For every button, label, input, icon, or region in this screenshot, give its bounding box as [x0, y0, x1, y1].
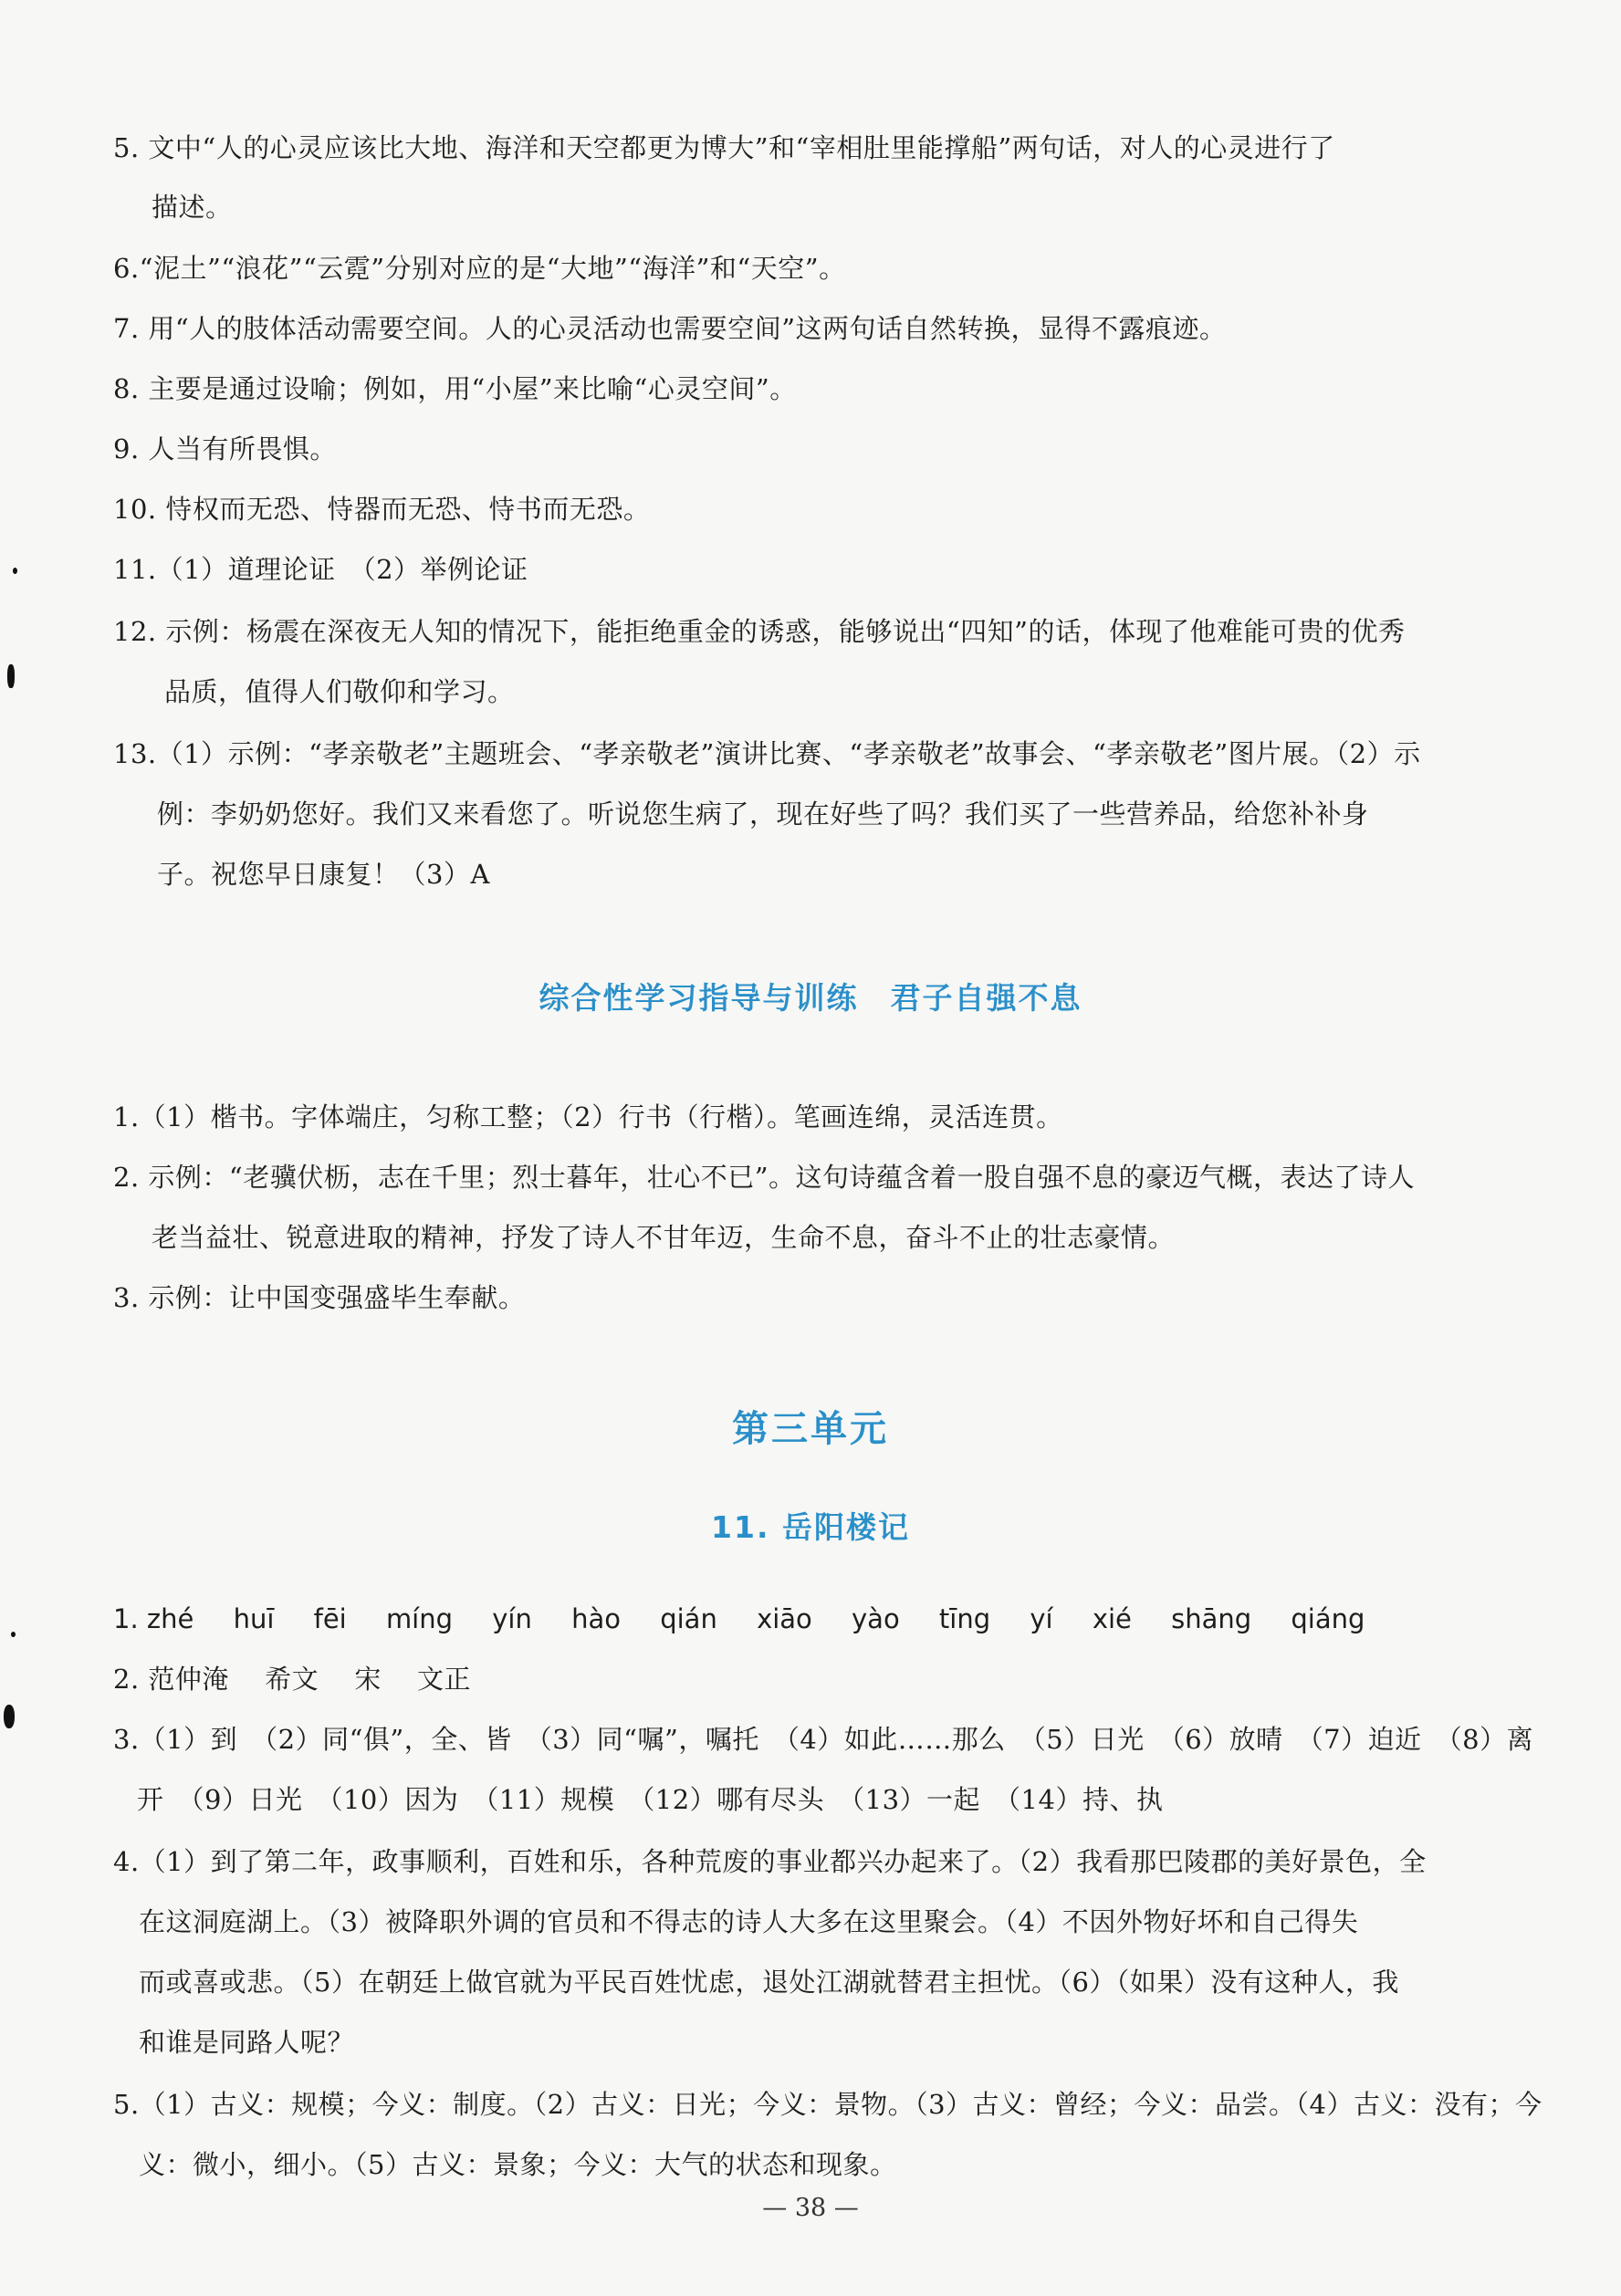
lesson-answer-4-line3: 而或喜或悲。（5）在朝廷上做官就为平民百姓忧虑，退处江湖就替君主担忧。（6）（如果）没有这种人，我 [139, 1967, 1399, 1998]
pinyin-syllable: yí [1030, 1603, 1053, 1634]
page-number: — 38 — [762, 2194, 859, 2222]
pinyin-syllable: fēi [313, 1603, 347, 1634]
section-answer-3: 3. 示例：让中国变强盛毕生奉献。 [113, 1282, 526, 1313]
lesson-title: 11. 岳阳楼记 [711, 1509, 910, 1545]
lesson-answer-5-line2: 义：微小，细小。（5）古义：景象；今义：大气的状态和现象。 [139, 2149, 897, 2180]
answer-5-line1: 5. 文中“人的心灵应该比大地、海洋和天空都更为博大”和“宰相肚里能撑船”两句话，对人的心灵进行了 [113, 132, 1335, 163]
scan-mark [4, 1705, 15, 1728]
answer-12-line1: 12. 示例：杨震在深夜无人知的情况下，能拒绝重金的诱惑，能够说出“四知”的话，体现了他难能可贵的优秀 [113, 616, 1406, 647]
pinyin-syllable: míng [385, 1603, 454, 1634]
pinyin-syllable: xié [1092, 1603, 1132, 1634]
answer-13-line3: 子。祝您早日康复！（3）A [157, 859, 490, 890]
pinyin-syllable: hào [571, 1603, 621, 1634]
unit-title: 第三单元 [732, 1408, 889, 1450]
pinyin-answer [113, 1601, 1396, 1637]
section-answer-1: 1.（1）楷书。字体端庄，匀称工整；（2）行书（行楷）。笔画连绵，灵活连贯。 [113, 1101, 1063, 1132]
lesson-answer-4-line4: 和谁是同路人呢？ [139, 2027, 355, 2058]
answer-10: 10. 恃权而无恐、恃器而无恐、恃书而无恐。 [113, 494, 651, 525]
pinyin-syllable: yín [492, 1603, 532, 1634]
lesson-answer-4-line1: 4.（1）到了第二年，政事顺利，百姓和乐，各种荒废的事业都兴办起来了。（2）我看那巴陵郡的美好景色，全 [113, 1846, 1427, 1877]
pinyin-syllable: huī [233, 1603, 275, 1634]
lesson-answer-5-line1: 5.（1）古义：规模；今义：制度。（2）古义：日光；今义：景物。（3）古义：曾经；今义：品尝。（4）古义：没有；今 [113, 2089, 1543, 2120]
pinyin-syllable: shāng [1171, 1603, 1252, 1634]
answer-12-line2: 品质，值得人们敬仰和学习。 [164, 676, 515, 707]
scan-mark [11, 1632, 16, 1637]
section-answer-2-line1: 2. 示例：“老骥伏枥，志在千里；烈士暮年，壮心不已”。这句诗蕴含着一股自强不息的豪迈气概，表达了诗人 [113, 1162, 1416, 1193]
answer-8: 8. 主要是通过设喻；例如，用“小屋”来比喻“心灵空间”。 [113, 373, 797, 404]
lesson-answer-3-line1: 3.（1）到 （2）同“俱”，全、皆 （3）同“嘱”，嘱托 （4）如此……那么 （5）日光 （6）放晴 （7）迫近 （8）离 [113, 1724, 1534, 1755]
pinyin-syllable: zhé [146, 1603, 194, 1634]
scan-mark [7, 664, 15, 688]
answer-13-line1: 13.（1）示例：“孝亲敬老”主题班会、“孝亲敬老”演讲比赛、“孝亲敬老”故事会、“孝亲敬老”图片展。（2）示 [113, 738, 1421, 769]
lesson-answer-3-line2: 开 （9）日光 （10）因为 （11）规模 （12）哪有尽头 （13）一起 （14）持、执 [137, 1784, 1164, 1815]
answer-5-line2: 描述。 [152, 192, 233, 223]
lesson-answer-2: 2. 范仲淹 希文 宋 文正 [113, 1664, 472, 1695]
section-answer-2-line2: 老当益壮、锐意进取的精神，抒发了诗人不甘年迈，生命不息，奋斗不止的壮志豪情。 [152, 1222, 1176, 1253]
pinyin-syllable: qiáng [1291, 1603, 1365, 1634]
section-title: 综合性学习指导与训练 君子自强不息 [539, 980, 1082, 1016]
answer-11: 11.（1）道理论证 （2）举例论证 [113, 554, 528, 585]
answer-9: 9. 人当有所畏惧。 [113, 433, 337, 464]
scan-mark [13, 568, 17, 574]
pinyin-syllable: yào [852, 1603, 900, 1634]
answer-7: 7. 用“人的肢体活动需要空间。人的心灵活动也需要空间”这两句话自然转换，显得不露痕迹。 [113, 313, 1227, 344]
pinyin-syllable: tīng [938, 1603, 991, 1634]
pinyin-syllable: xiāo [757, 1603, 812, 1634]
answer-6: 6.“泥土”“浪花”“云霓”分别对应的是“大地”“海洋”和“天空”。 [113, 253, 846, 284]
pinyin-syllable: qián [660, 1603, 717, 1634]
pinyin-label: 1. [113, 1603, 139, 1634]
answer-13-line2: 例：李奶奶您好。我们又来看您了。听说您生病了，现在好些了吗？我们买了一些营养品，给您补补身 [157, 798, 1369, 830]
lesson-answer-4-line2: 在这洞庭湖上。（3）被降职外调的官员和不得志的诗人大多在这里聚会。（4）不因外物好坏和自己得失 [139, 1906, 1359, 1937]
